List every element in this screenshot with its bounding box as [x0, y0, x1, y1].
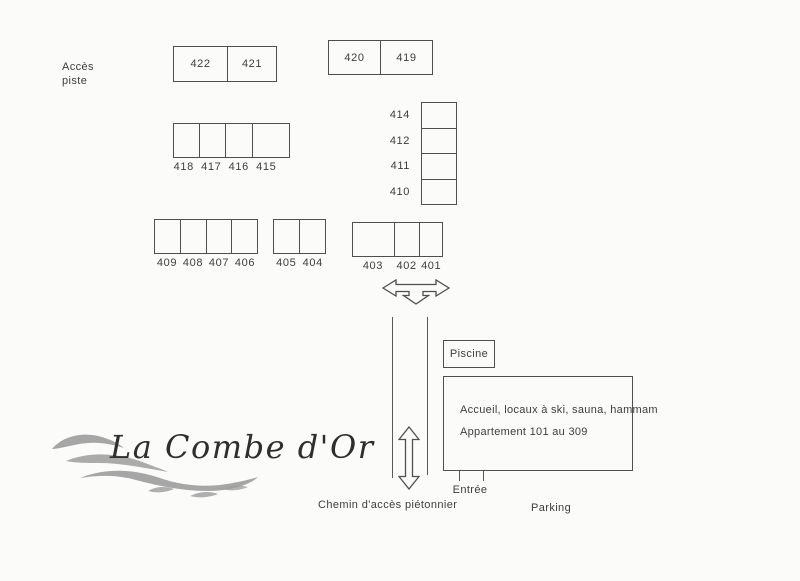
block-418-415-labels — [170, 161, 280, 173]
block-403-401-labels — [352, 260, 443, 272]
unit-label-407: 407 — [208, 257, 230, 269]
parking-label: Parking — [531, 502, 572, 514]
acces-piste-line2: piste — [62, 75, 88, 87]
building-block-422-421 — [173, 46, 277, 82]
footpath-line-left — [392, 317, 393, 478]
unit-label-411: 411 — [390, 160, 410, 173]
unit-label-420: 420 — [344, 51, 365, 64]
unit-401 — [419, 223, 442, 256]
unit-404 — [299, 220, 325, 253]
unit-label-406: 406 — [234, 257, 256, 269]
unit-406 — [231, 220, 257, 253]
unit-419 — [380, 41, 432, 74]
unit-407 — [206, 220, 232, 253]
unit-409 — [155, 220, 180, 253]
block-409-406-labels — [154, 257, 258, 269]
unit-422 — [174, 47, 227, 81]
unit-414 — [422, 103, 456, 128]
building-block-405-404 — [273, 219, 326, 254]
unit-label-421: 421 — [241, 58, 263, 70]
unit-label-416: 416 — [228, 161, 249, 173]
unit-label-404: 404 — [302, 257, 323, 269]
services-label: Accueil, locaux à ski, sauna, hammam — [460, 404, 658, 416]
unit-label-412: 412 — [389, 134, 410, 147]
unit-label-418: 418 — [173, 161, 194, 173]
acces-piste-line1: Accès — [62, 61, 94, 73]
apartments-label: Appartement 101 au 309 — [460, 426, 588, 438]
unit-label-401: 401 — [421, 260, 442, 272]
unit-label-415: 415 — [256, 161, 277, 173]
piscine-label: Piscine — [449, 348, 489, 360]
unit-410 — [422, 179, 456, 205]
unit-label-410: 410 — [389, 186, 410, 199]
unit-403 — [353, 223, 394, 256]
unit-label-403: 403 — [362, 260, 383, 272]
building-block-418-415 — [173, 123, 290, 158]
entrance-label: Entrée — [452, 484, 488, 496]
block-405-404-labels — [273, 257, 326, 269]
unit-label-402: 402 — [396, 260, 417, 272]
building-block-403-401 — [352, 222, 443, 257]
unit-421 — [227, 47, 276, 81]
unit-420 — [329, 41, 380, 74]
logo-title: La Combe d'Or — [110, 428, 375, 466]
unit-label-408: 408 — [182, 257, 204, 269]
unit-411 — [422, 153, 456, 179]
unit-label-414: 414 — [389, 108, 410, 121]
reception-building-box — [443, 376, 658, 471]
building-block-420-419 — [328, 40, 433, 75]
unit-412 — [422, 128, 456, 154]
unit-label-422: 422 — [190, 58, 211, 70]
acces-piste-label — [62, 60, 94, 88]
building-block-409-406 — [154, 219, 258, 254]
unit-417 — [199, 124, 225, 157]
entrance-tick-right — [483, 471, 484, 481]
vertical-double-arrow-icon — [398, 426, 420, 490]
footpath-label: Chemin d'accès piétonnier — [318, 499, 458, 511]
unit-label-405: 405 — [276, 257, 297, 269]
building-block-414-410 — [421, 102, 457, 205]
three-way-arrow-icon — [382, 279, 450, 305]
piscine-box — [443, 340, 495, 368]
unit-405 — [274, 220, 299, 253]
unit-418 — [174, 124, 199, 157]
entrance-tick-left — [459, 471, 460, 481]
unit-label-419: 419 — [396, 51, 417, 64]
block-414-410-labels — [386, 102, 410, 205]
unit-416 — [225, 124, 252, 157]
unit-408 — [180, 220, 206, 253]
unit-415 — [252, 124, 289, 157]
unit-label-409: 409 — [156, 257, 178, 269]
unit-label-417: 417 — [201, 161, 222, 173]
unit-402 — [394, 223, 419, 256]
footpath-line-right — [427, 317, 428, 475]
